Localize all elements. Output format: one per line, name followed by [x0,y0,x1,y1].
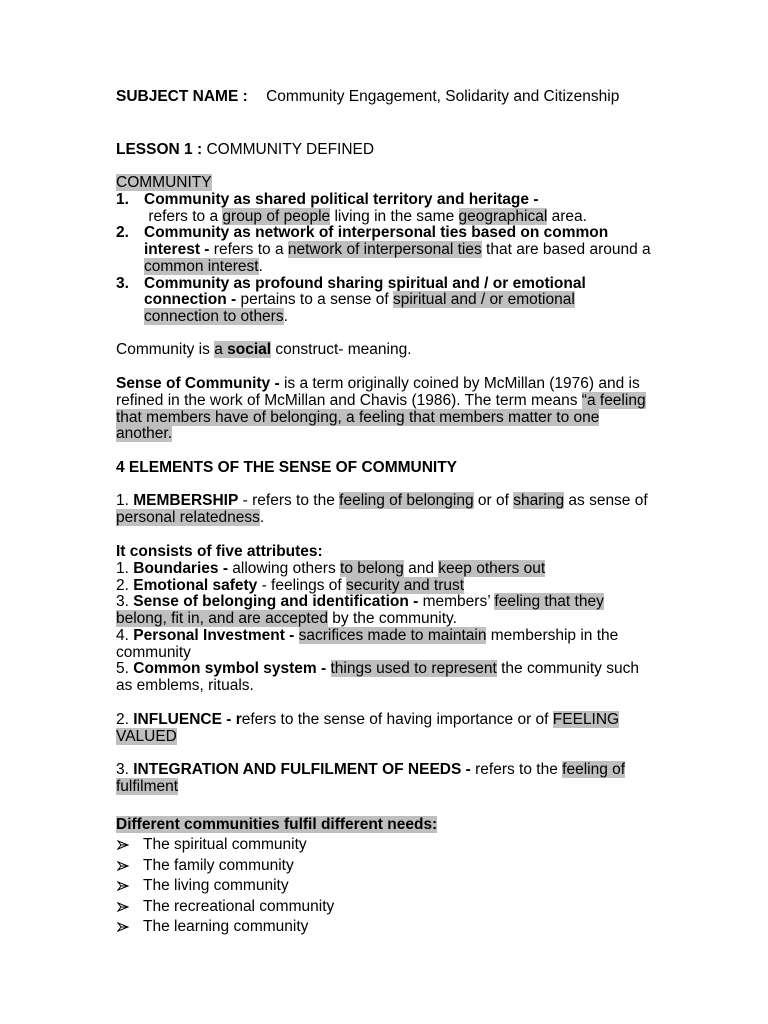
body-text: - feelings of [261,576,342,594]
body-text: membership in the [490,626,619,644]
needs-heading-line [116,817,437,834]
body-text: as sense of [568,492,648,509]
definition-number: 1. [116,190,129,208]
body-text: construct- meaning. [275,341,412,358]
attributes-heading: It consists of five attributes: [116,543,323,560]
lesson-label: LESSON 1 : [116,141,203,158]
bold-term: MEMBERSHIP [133,492,239,509]
definition-item [116,276,651,326]
body-text: Community is [116,341,210,358]
arrowhead-bullet-icon [117,881,129,891]
definition-title: interest - [144,241,210,258]
definition-title: Community as network of interpersonal ties based on common [144,224,609,242]
highlighted-phrase: FEELING [552,711,620,728]
highlighted-phrase: security and trust [346,576,465,594]
body-text: by the community. [332,610,457,627]
body-text: members’ [422,593,491,611]
body-text: as emblems, rituals. [116,677,254,694]
list-item [116,917,334,938]
subject-line [116,89,619,106]
bold-term: Sense of Community - [116,375,280,392]
highlighted-phrase: feeling of belonging [339,492,474,509]
highlighted-phrase: belong, fit in, and are accepted [116,610,328,627]
highlighted-phrase: spiritual and / or emotional [392,291,575,309]
community-section [116,175,651,326]
list-item [116,856,334,877]
bold-term: Emotional safety [133,576,258,594]
item-number: 1. [116,492,129,509]
bold-term: Sense of belonging and identification - [133,593,419,611]
highlighted-phrase [214,341,271,358]
bold-term: INTEGRATION AND FULFILMENT OF NEEDS - [133,761,471,778]
highlighted-phrase: group of people [222,207,331,225]
definition-title: Community as profound sharing spiritual and / or emotional [144,274,586,292]
body-text: refined in the work of McMillan and Chavis (1986). The term means [116,391,578,409]
highlighted-phrase: fulfilment [116,777,179,795]
list-item [116,897,334,918]
list-item-text: The spiritual community [143,836,307,853]
bold-term: Common symbol system - [133,660,327,678]
definition-title: connection - [144,291,237,309]
definition-title: Community as shared political territory and heritage - [144,190,539,208]
subject-value: Community Engagement, Solidarity and Citizenship [266,88,620,105]
item-number: 3. [116,593,129,611]
item-number: 3. [116,761,129,778]
body-text: the community such [501,660,639,678]
definition-text: . [258,257,263,275]
list-item-text: The learning community [143,918,309,935]
definition-number: 2. [116,224,129,242]
highlighted-phrase: feeling that they [494,593,604,611]
attributes-list [116,544,639,695]
highlighted-phrase: network of interpersonal ties [287,241,482,258]
body-text: efers to the sense of having importance or of [241,711,549,728]
list-item [116,876,334,897]
definition-text: that are based around a [486,241,651,258]
highlighted-phrase: VALUED [116,727,177,745]
item-number: 2. [116,711,129,728]
sense-of-community-paragraph [116,376,646,443]
body-text: allowing others [232,559,336,577]
highlighted-phrase: common interest [144,257,259,275]
highlighted-phrase: feeling of [562,761,626,778]
highlighted-phrase: things used to represent [330,660,497,678]
body-text: refers to the [475,761,558,778]
highlighted-phrase: to belong [340,559,404,577]
body-text: and [408,559,434,577]
item-number: 5. [116,660,129,678]
list-item [116,835,334,856]
lesson-line [116,142,374,159]
highlighted-phrase: keep others out [438,559,546,577]
definition-text: area. [551,207,587,225]
definition-item [116,192,651,226]
list-item-text: The recreational community [143,897,335,915]
subject-label: SUBJECT NAME : [116,88,248,105]
list-item-text: The living community [143,877,289,894]
body-text: community [116,643,191,661]
highlighted-phrase: geographical [458,207,548,225]
body-text: - refers to the [242,492,335,509]
highlighted-phrase: “a feeling [581,391,646,409]
definition-item [116,225,651,275]
arrowhead-bullet-icon [117,861,129,871]
lesson-title: COMMUNITY DEFINED [206,141,375,158]
bold-term: social [227,341,272,358]
needs-heading: Different communities fulfil different needs: [116,816,438,833]
item-number: 4. [116,626,129,644]
bold-term: Personal Investment - [133,626,295,644]
item-number: 2. [116,576,129,594]
definition-text: refers to a [148,207,219,225]
bold-term: INFLUENCE - r [133,711,242,728]
highlighted-phrase: connection to others [144,308,284,325]
body-text: is a term originally coined by McMillan (1976) and is [283,375,640,392]
definition-text: living in the same [334,207,455,225]
arrowhead-bullet-icon [117,902,129,912]
definition-text: pertains to a sense of [240,291,389,309]
body-text: a [214,341,223,358]
influence-paragraph [116,712,619,746]
highlighted-phrase: sacrifices made to maintain [298,626,487,644]
item-number: 1. [116,559,129,577]
highlighted-phrase: personal relatedness [116,508,260,526]
highlighted-phrase: that members have of belonging, a feeling that members matter to one [116,408,600,426]
elements-heading-line [116,460,457,477]
definition-text: . [283,308,288,325]
arrowhead-bullet-icon [117,922,129,932]
bold-term: Boundaries - [133,559,228,577]
needs-list [116,835,334,938]
definition-number: 3. [116,274,129,292]
definition-text: refers to a [213,241,284,258]
section-heading: 4 ELEMENTS OF THE SENSE OF COMMUNITY [116,459,458,476]
body-text: . [259,508,265,526]
highlighted-phrase: sharing [513,492,565,509]
integration-paragraph [116,762,625,796]
body-text: or of [477,492,509,509]
membership-paragraph [116,493,648,527]
community-heading: COMMUNITY [116,174,212,191]
arrowhead-bullet-icon [117,840,129,850]
list-item-text: The family community [143,856,294,874]
social-construct-line [116,342,412,359]
highlighted-phrase: another. [116,425,173,443]
